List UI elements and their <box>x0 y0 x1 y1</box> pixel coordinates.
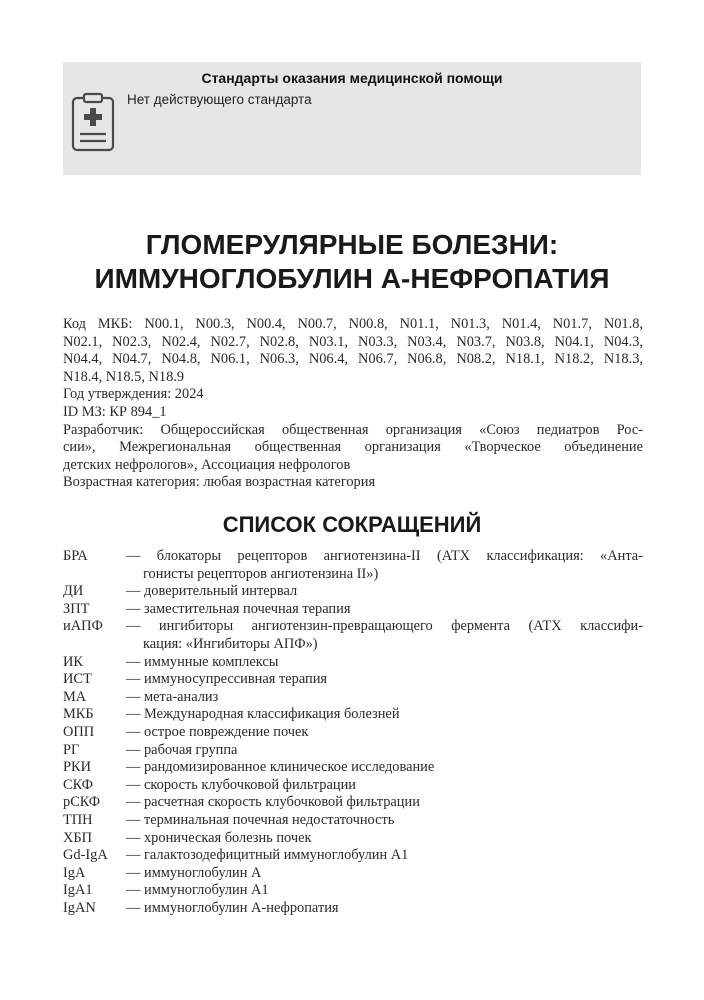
abbreviation-row <box>63 812 643 830</box>
abbreviation-term: иАПФ <box>63 618 103 635</box>
definition-line: кация: «Ингибиторы АПФ») <box>143 635 318 652</box>
clipboard-medical-icon <box>71 92 115 152</box>
abbreviation-row <box>63 882 643 900</box>
definition-line: — иммунные комплексы <box>126 653 279 670</box>
abbreviation-row <box>63 724 643 742</box>
document-meta <box>63 316 643 492</box>
abbreviation-term: ИСТ <box>63 671 92 688</box>
abbreviation-term: IgAN <box>63 899 96 916</box>
abbreviations-list <box>63 548 643 917</box>
abbreviation-definition <box>126 865 643 883</box>
abbreviation-row <box>63 777 643 795</box>
abbreviation-row <box>63 847 643 865</box>
definition-line: — заместительная почечная терапия <box>126 600 351 617</box>
abbreviation-definition <box>126 777 643 795</box>
abbreviation-term: РГ <box>63 741 80 758</box>
abbreviation-row <box>63 618 643 653</box>
definition-line: — хроническая болезнь почек <box>126 829 312 846</box>
ministry-id: ID МЗ: КР 894_1 <box>63 403 167 420</box>
abbreviation-term: ОПП <box>63 723 95 740</box>
abbreviation-term: Gd-IgA <box>63 847 108 864</box>
page-title-line: ГЛОМЕРУЛЯРНЫЕ БОЛЕЗНИ: <box>145 229 559 260</box>
standards-title: Стандарты оказания медицинской помощи <box>201 70 503 86</box>
definition-line: — иммуносупрессивная терапия <box>126 671 328 688</box>
abbreviation-definition <box>126 583 643 601</box>
abbreviation-term: БРА <box>63 548 88 564</box>
abbreviation-term: ЗПТ <box>63 600 90 617</box>
definition-line: — острое повреждение почек <box>126 723 309 740</box>
abbreviation-term: СКФ <box>63 776 93 793</box>
abbreviation-row <box>63 742 643 760</box>
definition-line: — мета-анализ <box>126 688 219 705</box>
abbreviation-row <box>63 900 643 918</box>
definition-line: — Международная классификация болезней <box>126 706 400 723</box>
abbreviation-term: IgA1 <box>63 882 93 899</box>
definition-line: — скорость клубочковой фильтрации <box>126 776 356 793</box>
page-title <box>63 228 641 296</box>
standards-text: Нет действующего стандарта <box>127 92 312 107</box>
abbreviation-definition <box>126 548 643 583</box>
definition-line: — иммуноглобулин А-нефропатия <box>126 899 339 916</box>
icd-codes-line: Код МКБ: N00.1, N00.3, N00.4, N00.7, N00.8, N01.1, N01.3, N01.4, N01.7, N01.8, <box>63 316 643 332</box>
abbreviation-row <box>63 654 643 672</box>
abbreviation-row <box>63 759 643 777</box>
abbreviation-term: IgA <box>63 864 86 881</box>
abbreviation-term: РКИ <box>63 759 91 776</box>
definition-line: — блокаторы рецепторов ангиотензина-II (АТХ классификация: «Анта- <box>126 548 643 564</box>
definition-line: — иммуноглобулин А <box>126 864 262 881</box>
abbreviation-row <box>63 583 643 601</box>
abbreviation-row <box>63 689 643 707</box>
age-category: Возрастная категория: любая возрастная категория <box>63 474 376 491</box>
abbreviation-definition <box>126 654 643 672</box>
icd-codes-line: N04.4, N04.7, N04.8, N06.1, N06.3, N06.4, N06.7, N06.8, N08.2, N18.1, N18.2, N18.3, <box>63 351 643 368</box>
abbreviation-row <box>63 601 643 619</box>
abbreviations-heading: СПИСОК СОКРАЩЕНИЙ <box>222 512 482 537</box>
abbreviation-term: ХБП <box>63 829 93 846</box>
definition-line: — иммуноглобулин А1 <box>126 882 269 899</box>
definition-line: — галактозодефицитный иммуноглобулин А1 <box>126 847 409 864</box>
abbreviation-term: МКБ <box>63 706 94 723</box>
abbreviation-definition <box>126 689 643 707</box>
developer-line: Разработчик: Общероссийская общественная организация «Союз педиатров Рос- <box>63 421 643 438</box>
abbreviation-row <box>63 671 643 689</box>
definition-line: гонисты рецепторов ангиотензина II») <box>143 565 379 582</box>
abbreviation-definition <box>126 847 643 865</box>
definition-line: — терминальная почечная недостаточность <box>126 811 395 828</box>
abbreviation-row <box>63 548 643 583</box>
approval-year: Год утверждения: 2024 <box>63 386 204 403</box>
abbreviation-definition <box>126 706 643 724</box>
definition-line: — рандомизированное клиническое исследование <box>126 759 435 776</box>
abbreviation-definition <box>126 601 643 619</box>
standards-box <box>63 62 641 175</box>
abbreviation-row <box>63 830 643 848</box>
abbreviation-term: ИК <box>63 653 83 670</box>
definition-line: — рабочая группа <box>126 741 238 758</box>
abbreviation-definition <box>126 882 643 900</box>
abbreviation-term: ДИ <box>63 583 84 600</box>
icd-codes-line: N02.1, N02.3, N02.4, N02.7, N02.8, N03.1, N03.3, N03.4, N03.7, N03.8, N04.1, N04.3, <box>63 333 643 350</box>
definition-line: — ингибиторы ангиотензин-превращающего фермента (АТХ классифи- <box>126 618 643 635</box>
developer-line: сии», Межрегиональная общественная организация «Творческое объединение <box>63 439 643 456</box>
developer-line: детских нефрологов», Ассоциация нефрологов <box>63 456 351 473</box>
abbreviation-term: рСКФ <box>63 794 101 811</box>
abbreviation-definition <box>126 618 643 653</box>
abbreviation-term: ТПН <box>63 811 93 828</box>
page-title-line: ИММУНОГЛОБУЛИН А-НЕФРОПАТИЯ <box>94 263 610 294</box>
definition-line: — расчетная скорость клубочковой фильтрации <box>126 794 420 811</box>
definition-line: — доверительный интервал <box>126 583 298 600</box>
abbreviation-definition <box>126 671 643 689</box>
abbreviation-definition <box>126 900 643 918</box>
abbreviation-definition <box>126 812 643 830</box>
icd-codes-line: N18.4, N18.5, N18.9 <box>63 368 185 385</box>
abbreviation-row <box>63 706 643 724</box>
abbreviation-row <box>63 865 643 883</box>
abbreviation-definition <box>126 742 643 760</box>
abbreviation-definition <box>126 794 643 812</box>
abbreviation-term: МА <box>63 688 87 705</box>
abbreviation-row <box>63 794 643 812</box>
abbreviation-definition <box>126 759 643 777</box>
abbreviation-definition <box>126 830 643 848</box>
abbreviation-definition <box>126 724 643 742</box>
